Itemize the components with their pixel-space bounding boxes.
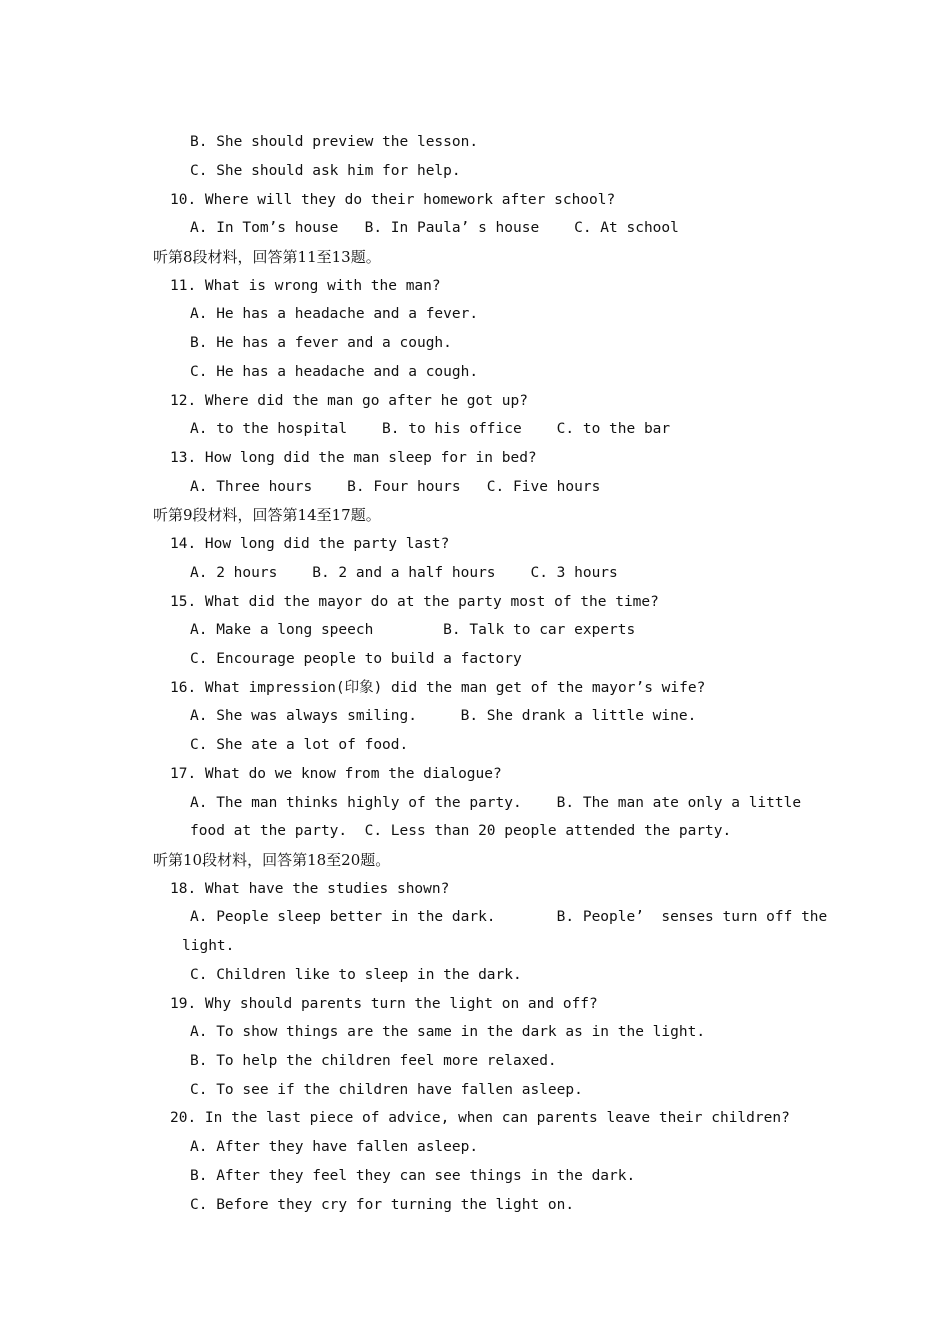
question-19: 19. Why should parents turn the light on and off? [170,996,598,1012]
question-12: 12. Where did the man go after he got up? [170,393,528,409]
q18-option-c: C. Children like to sleep in the dark. [190,967,522,983]
q20-option-a: A. After they have fallen asleep. [190,1139,479,1155]
question-10: 10. Where will they do their homework after school? [170,192,616,208]
section-10-heading: 听第10段材料，回答第18至20题。 [153,851,391,869]
q10-options: A. In Tom’s house B. In Paula’ s house C. At school [190,220,679,236]
q17-options-bc: food at the party. C. Less than 20 people attended the party. [190,823,732,839]
question-13: 13. How long did the man sleep for in bed? [170,450,537,466]
question-20: 20. In the last piece of advice, when can parents leave their children? [170,1110,790,1126]
q18-option-b-cont: light. [182,938,235,954]
q16-options-ab: A. She was always smiling. B. She drank a little wine. [190,708,697,724]
question-18: 18. What have the studies shown? [170,881,450,897]
q19-option-b: B. To help the children feel more relaxed. [190,1053,557,1069]
q9-option-b: B. She should preview the lesson. [190,134,479,150]
q20-option-c: C. Before they cry for turning the light on. [190,1197,575,1213]
q19-option-c: C. To see if the children have fallen asleep. [190,1082,583,1098]
q14-options: A. 2 hours B. 2 and a half hours C. 3 hours [190,565,618,581]
q11-option-b: B. He has a fever and a cough. [190,335,452,351]
question-15: 15. What did the mayor do at the party most of the time? [170,594,659,610]
q16-option-c: C. She ate a lot of food. [190,737,409,753]
q18-options-ab: A. People sleep better in the dark. B. People’ senses turn off the [190,909,828,925]
q12-options: A. to the hospital B. to his office C. to the bar [190,421,671,437]
q20-option-b: B. After they feel they can see things in the dark. [190,1168,636,1184]
q13-options: A. Three hours B. Four hours C. Five hours [190,479,601,495]
q19-option-a: A. To show things are the same in the dark as in the light. [190,1024,706,1040]
q11-option-c: C. He has a headache and a cough. [190,364,479,380]
q9-option-c: C. She should ask him for help. [190,163,461,179]
question-16: 16. What impression(印象) did the man get of the mayor’s wife? [170,680,706,696]
section-8-heading: 听第8段材料，回答第11至13题。 [153,248,381,266]
question-11: 11. What is wrong with the man? [170,278,441,294]
q11-option-a: A. He has a headache and a fever. [190,306,479,322]
question-17: 17. What do we know from the dialogue? [170,766,502,782]
q17-options-ab: A. The man thinks highly of the party. B. The man ate only a little [190,795,802,811]
question-14: 14. How long did the party last? [170,536,450,552]
q15-options-ab: A. Make a long speech B. Talk to car experts [190,622,636,638]
q15-option-c: C. Encourage people to build a factory [190,651,522,667]
section-9-heading: 听第9段材料，回答第14至17题。 [153,506,381,524]
